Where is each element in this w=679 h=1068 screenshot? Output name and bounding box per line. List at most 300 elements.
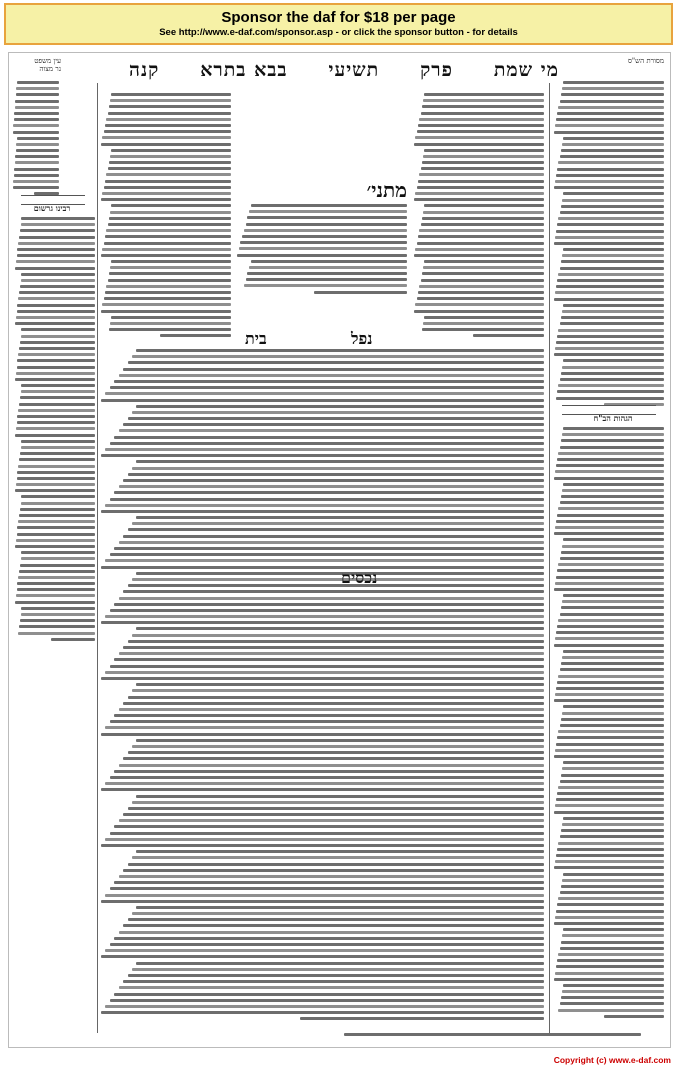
text-line: [414, 143, 544, 146]
text-line: [558, 329, 664, 332]
rashi-column: [414, 93, 544, 343]
text-line: [160, 334, 232, 337]
ein-mishpat-label: [13, 57, 61, 73]
text-line: [560, 378, 665, 381]
text-line: [244, 284, 407, 287]
text-line: [106, 118, 231, 121]
text-line: [560, 947, 665, 950]
text-line: [562, 990, 664, 993]
text-line: [561, 718, 664, 721]
text-line: [114, 993, 544, 996]
text-line: [16, 427, 95, 430]
text-line: [132, 634, 544, 637]
text-line: [114, 380, 544, 383]
text-line: [17, 477, 95, 480]
text-line: [20, 452, 95, 455]
text-line: [415, 192, 544, 195]
text-line: [563, 817, 664, 820]
text-line: [19, 291, 95, 294]
text-line: [14, 118, 59, 121]
text-line: [16, 539, 95, 542]
text-line: [554, 298, 664, 301]
text-line: [16, 93, 59, 96]
text-line: [422, 272, 544, 275]
text-line: [18, 465, 95, 468]
text-line: [108, 167, 232, 170]
text-line: [108, 223, 232, 226]
text-line: [556, 285, 664, 288]
text-line: [123, 869, 544, 872]
text-line: [560, 835, 665, 838]
text-line: [101, 900, 544, 903]
text-line: [563, 359, 664, 362]
text-line: [110, 887, 544, 890]
text-line: [556, 854, 664, 857]
text-line: [562, 656, 664, 659]
mesores-hashas-label: [604, 57, 664, 65]
text-line: [557, 514, 664, 517]
text-line: [21, 223, 95, 226]
text-line: [105, 392, 544, 395]
text-line: [555, 526, 664, 529]
text-line: [109, 105, 231, 108]
text-line: [555, 347, 664, 350]
text-line: [558, 1009, 664, 1012]
text-line: [114, 658, 544, 661]
text-line: [14, 112, 59, 115]
text-line: [136, 906, 544, 909]
text-line: [555, 972, 664, 975]
text-line: [415, 303, 544, 306]
text-line: [110, 943, 544, 946]
text-line: [557, 390, 664, 393]
text-line: [136, 962, 544, 965]
text-line: [17, 254, 95, 257]
text-line: [556, 464, 664, 467]
text-line: [21, 607, 95, 610]
text-line: [132, 745, 544, 748]
text-line: [563, 873, 664, 876]
text-line: [102, 303, 231, 306]
text-line: [419, 229, 544, 232]
text-line: [105, 235, 231, 238]
text-line: [109, 272, 231, 275]
text-line: [101, 310, 231, 313]
text-line: [14, 174, 59, 177]
text-line: [554, 644, 664, 647]
text-line: [17, 248, 95, 251]
text-line: [562, 712, 664, 715]
text-line: [560, 211, 665, 214]
text-line: [555, 860, 664, 863]
talmud-page: [8, 52, 671, 1048]
text-line: [136, 572, 544, 575]
text-line: [562, 254, 664, 257]
corner-right-line1: מסורת הש"ס: [627, 57, 664, 65]
text-line: [418, 180, 544, 183]
text-line: [17, 421, 95, 424]
text-line: [563, 984, 664, 987]
text-line: [110, 553, 544, 556]
sponsor-title[interactable]: Sponsor the daf for $18 per page: [221, 9, 456, 26]
text-line: [105, 180, 231, 183]
text-line: [562, 767, 664, 770]
text-line: [561, 551, 664, 554]
header-word: בבא בתרא: [200, 59, 288, 81]
text-line: [561, 996, 664, 999]
text-line: [555, 291, 664, 294]
text-line: [554, 588, 664, 591]
text-line: [128, 584, 544, 587]
text-line: [15, 106, 59, 109]
text-line: [561, 372, 664, 375]
text-line: [128, 918, 544, 921]
text-line: [418, 124, 544, 127]
text-line: [555, 582, 664, 585]
text-line: [417, 130, 544, 133]
text-line: [106, 285, 231, 288]
text-line: [562, 934, 664, 937]
text-line: [560, 446, 665, 449]
text-line: [21, 335, 95, 338]
text-line: [419, 173, 544, 176]
text-line: [119, 429, 544, 432]
text-line: [418, 235, 544, 238]
gemara-text: [237, 204, 407, 324]
text-line: [561, 205, 664, 208]
text-line: [560, 891, 665, 894]
text-line: [555, 637, 664, 640]
text-line: [123, 813, 544, 816]
text-line: [132, 411, 544, 414]
text-line: [15, 378, 95, 381]
sponsor-subtitle[interactable]: See http://www.e-daf.com/sponsor.asp - or click the sponsor button - for details: [159, 27, 518, 38]
text-line: [136, 516, 544, 519]
text-line: [21, 279, 95, 282]
text-line: [561, 260, 664, 263]
header-word: מי שמת: [493, 59, 559, 81]
text-line: [414, 254, 544, 257]
text-line: [105, 1005, 544, 1008]
text-line: [101, 566, 544, 569]
text-line: [562, 879, 664, 882]
text-line: [421, 223, 545, 226]
text-line: [105, 894, 544, 897]
text-line: [136, 349, 544, 352]
text-line: [16, 143, 59, 146]
text-line: [558, 507, 664, 510]
text-line: [101, 254, 231, 257]
text-line: [237, 254, 407, 257]
text-line: [18, 520, 95, 523]
header-word: תשיעי: [328, 59, 380, 81]
text-line: [473, 334, 545, 337]
text-line: [554, 811, 664, 814]
text-line: [101, 955, 544, 958]
text-line: [558, 619, 664, 622]
text-line: [17, 304, 95, 307]
text-line: [246, 278, 408, 281]
text-line: [554, 699, 664, 702]
text-line: [554, 922, 664, 925]
text-line: [101, 677, 544, 680]
text-line: [21, 502, 95, 505]
text-line: [249, 266, 407, 269]
text-line: [300, 1017, 544, 1020]
text-line: [128, 361, 544, 364]
text-line: [21, 384, 95, 387]
text-line: [119, 485, 544, 488]
text-line: [15, 489, 95, 492]
text-line: [557, 959, 664, 962]
text-line: [422, 105, 544, 108]
text-line: [554, 532, 664, 535]
sponsor-banner[interactable]: [4, 3, 673, 45]
text-line: [556, 910, 664, 913]
text-line: [17, 366, 95, 369]
header-word: קנה: [129, 59, 160, 81]
text-line: [249, 210, 407, 213]
text-line: [422, 328, 544, 331]
text-line: [16, 372, 95, 375]
text-line: [136, 460, 544, 463]
text-line: [555, 180, 664, 183]
text-line: [20, 396, 95, 399]
text-line: [557, 681, 664, 684]
text-line: [251, 260, 407, 263]
text-line: [132, 968, 544, 971]
text-line: [424, 316, 544, 319]
text-line: [561, 606, 664, 609]
text-line: [105, 448, 544, 451]
text-line: [344, 1033, 641, 1036]
text-line: [114, 937, 544, 940]
text-line: [557, 458, 664, 461]
text-line: [558, 842, 664, 845]
text-line: [560, 557, 665, 560]
text-line: [136, 405, 544, 408]
text-line: [109, 161, 231, 164]
text-line: [132, 578, 544, 581]
text-line: [123, 590, 544, 593]
text-line: [21, 495, 95, 498]
text-line: [563, 427, 664, 430]
text-line: [555, 804, 664, 807]
text-line: [111, 316, 231, 319]
text-line: [554, 978, 664, 981]
text-line: [111, 260, 231, 263]
text-line: [423, 322, 544, 325]
text-line: [110, 832, 544, 835]
text-line: [558, 273, 664, 276]
text-line: [423, 155, 544, 158]
text-line: [119, 931, 544, 934]
text-line: [18, 297, 95, 300]
text-line: [110, 99, 231, 102]
text-line: [557, 736, 664, 739]
text-line: [561, 662, 664, 665]
text-line: [17, 471, 95, 474]
text-line: [556, 520, 664, 523]
text-line: [417, 186, 544, 189]
text-line: [105, 504, 544, 507]
text-line: [19, 347, 95, 350]
text-line: [563, 705, 664, 708]
masores-column: [554, 81, 664, 411]
text-line: [102, 248, 231, 251]
ein-mishpat-column: [13, 81, 59, 201]
text-line: [421, 279, 545, 282]
text-line: [562, 433, 664, 436]
text-line: [563, 761, 664, 764]
text-line: [132, 801, 544, 804]
text-line: [119, 708, 544, 711]
text-line: [101, 733, 544, 736]
text-line: [556, 397, 664, 400]
page-header: [129, 59, 559, 81]
text-line: [557, 112, 664, 115]
text-line: [556, 743, 664, 746]
text-line: [114, 770, 544, 773]
text-line: [557, 279, 664, 282]
text-line: [132, 912, 544, 915]
text-line: [560, 613, 665, 616]
text-line: [128, 696, 544, 699]
text-line: [424, 260, 544, 263]
text-line: [21, 613, 95, 616]
text-line: [101, 1011, 544, 1014]
text-line: [13, 186, 59, 189]
text-line: [558, 786, 664, 789]
text-line: [18, 353, 95, 356]
text-line: [16, 316, 95, 319]
text-line: [422, 217, 544, 220]
text-line: [105, 671, 544, 674]
text-line: [20, 229, 95, 232]
text-line: [21, 328, 95, 331]
text-line: [51, 638, 95, 641]
hagahos-column: [554, 427, 664, 1027]
text-line: [561, 885, 664, 888]
text-line: [18, 242, 95, 245]
text-line: [19, 458, 95, 461]
text-line: [110, 609, 544, 612]
text-line: [123, 535, 544, 538]
text-line: [555, 916, 664, 919]
text-line: [604, 1015, 665, 1018]
text-line: [558, 384, 664, 387]
text-line: [16, 149, 59, 152]
divider-left: [97, 83, 98, 1033]
text-line: [136, 627, 544, 630]
text-line: [21, 551, 95, 554]
text-line: [563, 137, 664, 140]
text-line: [101, 399, 544, 402]
text-line: [114, 547, 544, 550]
text-line: [560, 780, 665, 783]
text-line: [123, 702, 544, 705]
text-line: [119, 764, 544, 767]
text-line: [558, 106, 664, 109]
text-line: [563, 304, 664, 307]
text-line: [560, 100, 665, 103]
text-line: [119, 652, 544, 655]
text-line: [415, 248, 544, 251]
text-line: [563, 928, 664, 931]
text-line: [561, 829, 664, 832]
text-line: [106, 229, 231, 232]
text-line: [110, 442, 544, 445]
text-line: [20, 508, 95, 511]
copyright-text[interactable]: Copyright (c) www.e-daf.com: [553, 1055, 671, 1065]
text-line: [562, 600, 664, 603]
text-line: [101, 510, 544, 513]
text-line: [561, 774, 664, 777]
text-line: [102, 192, 231, 195]
text-line: [562, 489, 664, 492]
text-line: [105, 559, 544, 562]
corner-left-line2: נר מצוה: [39, 65, 61, 73]
text-line: [110, 776, 544, 779]
text-line: [14, 168, 59, 171]
text-line: [101, 454, 544, 457]
text-line: [562, 310, 664, 313]
text-line: [561, 93, 664, 96]
text-line: [110, 211, 231, 214]
text-line: [562, 545, 664, 548]
text-line: [104, 242, 231, 245]
text-line: [18, 409, 95, 412]
text-line: [123, 980, 544, 983]
rabbeinu-gershom-title: רבינו גרשום: [33, 203, 71, 213]
text-line: [557, 903, 664, 906]
text-line: [558, 563, 664, 566]
text-line: [555, 693, 664, 696]
text-line: [128, 807, 544, 810]
text-line: [16, 483, 95, 486]
text-line: [15, 545, 95, 548]
ornament-divider: [562, 405, 656, 415]
text-line: [17, 137, 59, 140]
text-line: [554, 186, 664, 189]
text-line: [563, 248, 664, 251]
text-line: [556, 631, 664, 634]
dibur-naful: נפל: [351, 329, 373, 348]
text-line: [123, 757, 544, 760]
text-line: [15, 434, 95, 437]
text-line: [101, 788, 544, 791]
text-line: [17, 588, 95, 591]
text-line: [111, 93, 231, 96]
text-line: [554, 353, 664, 356]
text-line: [556, 174, 664, 177]
text-line: [556, 576, 664, 579]
text-line: [17, 415, 95, 418]
text-line: [562, 199, 664, 202]
text-line: [561, 149, 664, 152]
text-line: [19, 570, 95, 573]
text-line: [105, 291, 231, 294]
text-line: [563, 483, 664, 486]
text-line: [558, 675, 664, 678]
text-line: [128, 417, 544, 420]
text-line: [17, 582, 95, 585]
text-line: [19, 403, 95, 406]
text-line: [123, 646, 544, 649]
text-line: [114, 825, 544, 828]
text-line: [558, 452, 664, 455]
text-line: [17, 81, 59, 84]
